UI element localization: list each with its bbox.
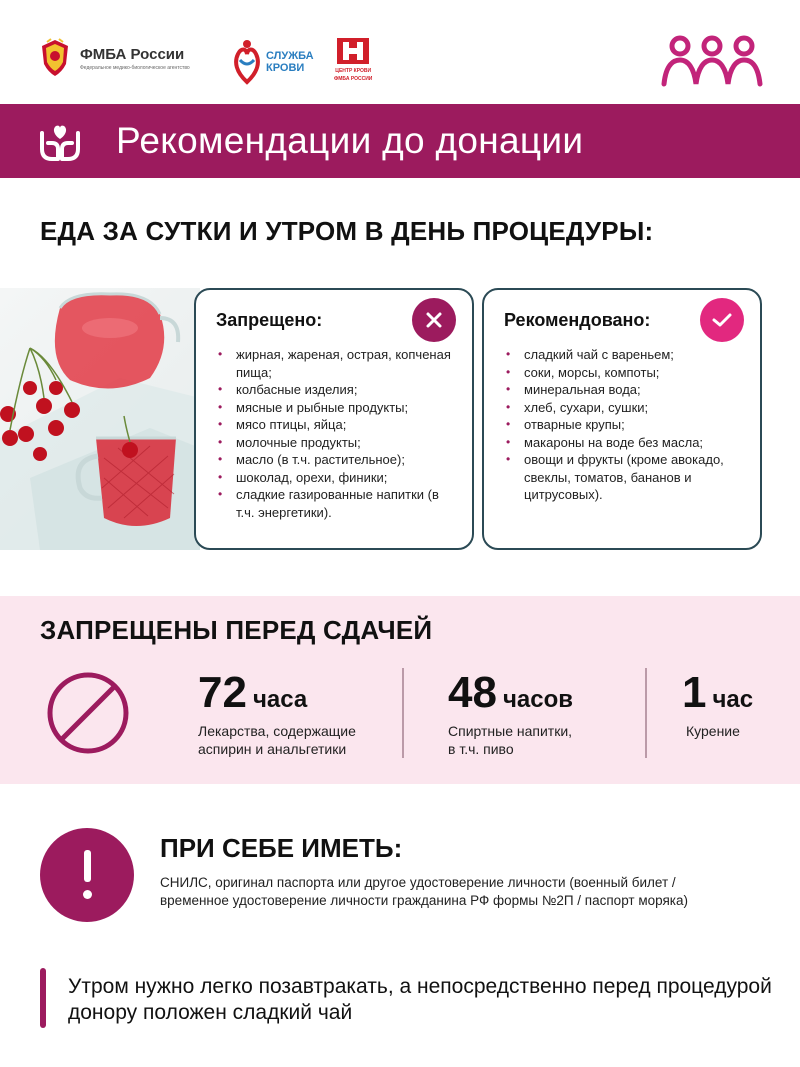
list-item: • овощи и фрукты (кроме авокадо, свеклы, томатов, бананов и цитрусовых). xyxy=(504,451,746,504)
check-icon xyxy=(711,311,733,329)
stat-desc-line1: Лекарства, содержащие xyxy=(198,723,356,739)
people-chain-icon xyxy=(660,34,764,88)
stat-number: 1 xyxy=(682,668,707,717)
recommended-badge xyxy=(700,298,744,342)
emblem-icon xyxy=(38,38,72,78)
hands-heart-icon xyxy=(38,123,82,163)
breakfast-note: Утром нужно легко позавтракать, а непосредственно перед процедурой донору положен сладкий чай xyxy=(68,975,772,1024)
fmba-title: ФМБА России xyxy=(80,45,185,63)
stat-desc-line2: аспирин и анальгетики xyxy=(198,741,347,757)
divider xyxy=(645,668,647,758)
blood-center-icon xyxy=(335,36,371,66)
forbidden-badge xyxy=(412,298,456,342)
recommended-list xyxy=(504,346,746,504)
list-item: • хлеб, сухари, сушки; xyxy=(504,399,746,417)
banned-section-heading: ЗАПРЕЩЕНЫ ПЕРЕД СДАЧЕЙ xyxy=(40,615,433,645)
stat-desc-line1: Курение xyxy=(686,723,740,739)
stat-number: 48 xyxy=(448,668,497,717)
list-item: • масло (в т.ч. растительное); xyxy=(216,451,458,469)
stat-desc-line2: в т.ч. пиво xyxy=(448,741,514,757)
sluzhba-text-block xyxy=(266,50,314,74)
stat-unit: часов xyxy=(502,686,573,713)
exclamation-dot xyxy=(83,890,92,899)
list-item: • молочные продукты; xyxy=(216,434,458,452)
exclamation-icon xyxy=(84,850,91,882)
fmba-subtitle: Федеральное медико-биологическое агентство xyxy=(80,64,190,71)
list-item: • шоколад, орехи, финики; xyxy=(216,469,458,487)
list-item: • сладкий чай с вареньем; xyxy=(504,346,746,364)
fmba-logo xyxy=(38,38,190,78)
list-item: • соки, морсы, компоты; xyxy=(504,364,746,382)
blood-center-logo xyxy=(334,36,372,82)
list-item: • мясо птицы, яйца; xyxy=(216,416,458,434)
sluzhba-line2: КРОВИ xyxy=(266,62,305,74)
stat-number: 72 xyxy=(198,668,247,717)
stat-desc-line1: Спиртные напитки, xyxy=(448,723,573,739)
forbidden-card xyxy=(194,288,474,550)
stat-unit: час xyxy=(712,686,754,713)
center-line2: ФМБА РОССИИ xyxy=(334,76,373,82)
stat-unit: часа xyxy=(252,686,308,713)
list-item: • макароны на воде без масла; xyxy=(504,434,746,452)
stat-alcohol xyxy=(448,668,573,758)
list-item: • жирная, жареная, острая, копченая пища; xyxy=(216,346,458,381)
center-line1: ЦЕНТР КРОВИ xyxy=(335,68,372,74)
forbidden-title: Запрещено: xyxy=(216,310,323,330)
blood-service-logo xyxy=(232,38,314,86)
list-item: • отварные крупы; xyxy=(504,416,746,434)
note-accent-bar xyxy=(40,968,46,1028)
recommended-title: Рекомендовано: xyxy=(504,310,651,330)
prohibited-icon xyxy=(40,670,136,756)
close-icon xyxy=(425,311,443,329)
bring-section-heading: ПРИ СЕБЕ ИМЕТЬ: xyxy=(160,833,403,863)
blood-service-heart-icon xyxy=(232,38,262,86)
tea-photo xyxy=(0,288,200,550)
list-item: • минеральная вода; xyxy=(504,381,746,399)
page-title: Рекомендации до донации xyxy=(116,120,584,161)
recommended-card xyxy=(482,288,762,550)
forbidden-list xyxy=(216,346,458,521)
title-bar xyxy=(0,104,800,178)
bring-documents-text: СНИЛС, оригинал паспорта или другое удостоверение личности (военный билет / временное удостоверение личности гражданина РФ формы №2П / паспорт моряка) xyxy=(160,875,689,908)
sluzhba-line1: СЛУЖБА xyxy=(266,50,314,62)
divider xyxy=(402,668,404,758)
list-item: • колбасные изделия; xyxy=(216,381,458,399)
food-section-heading: ЕДА ЗА СУТКИ И УТРОМ В ДЕНЬ ПРОЦЕДУРЫ: xyxy=(40,216,654,246)
page-header xyxy=(0,0,800,104)
stat-medicines xyxy=(198,668,356,758)
list-item: • мясные и рыбные продукты; xyxy=(216,399,458,417)
list-item: • сладкие газированные напитки (в т.ч. энергетики). xyxy=(216,486,458,521)
stat-smoking xyxy=(682,668,753,740)
tea-illustration xyxy=(0,288,200,550)
